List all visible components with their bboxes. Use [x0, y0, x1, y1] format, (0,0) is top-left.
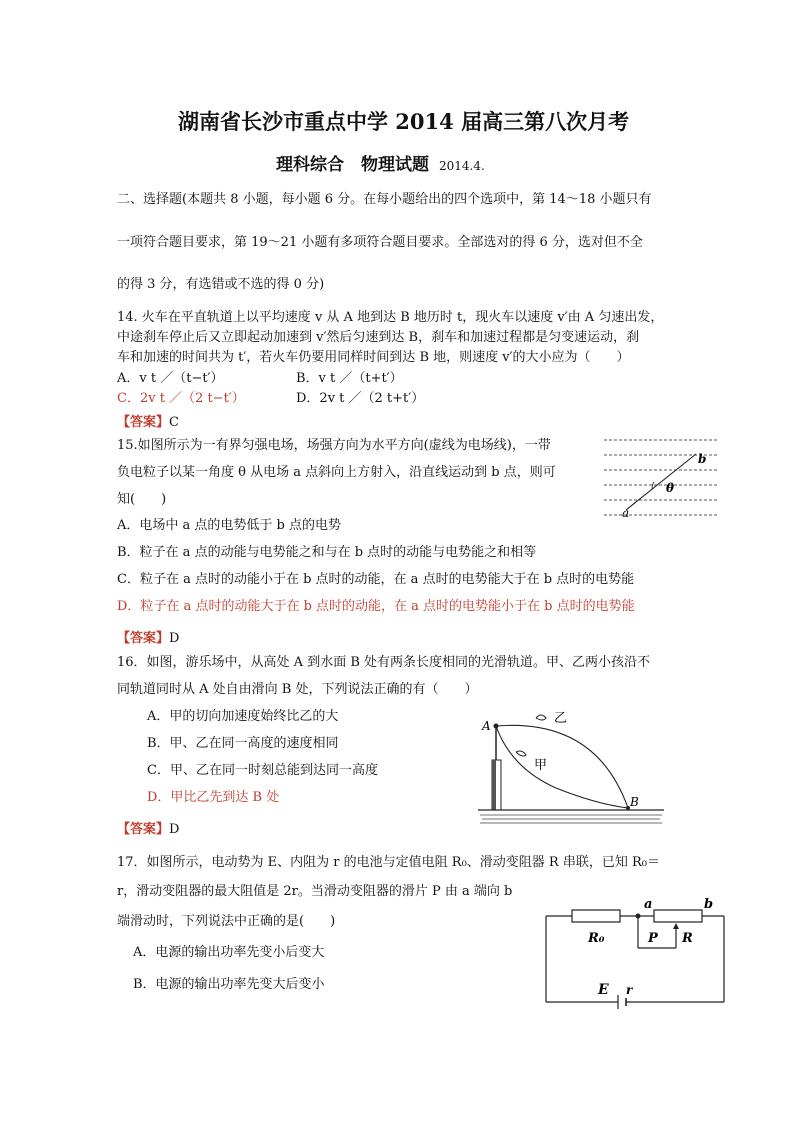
- point-b-label: b: [698, 452, 707, 466]
- section-line-3: 的得 3 分，有选错或不选的得 0 分): [117, 277, 325, 292]
- q15-option-a: A．电场中 a 点的电势低于 b 点的电势: [117, 518, 341, 533]
- particle-path: [626, 454, 696, 510]
- q17-option-b: B．电源的输出功率先变大后变小: [133, 977, 325, 992]
- q15-line-1: 15.如图所示为一有界匀强电场，场强方向为水平方向(虚线为电场线)，一带: [117, 438, 551, 453]
- answer-label: 【答案】: [117, 631, 170, 646]
- label-e: E: [598, 982, 609, 998]
- q15-line-2: 负电粒子以某一角度 θ 从电场 a 点斜向上方射入，沿直线运动到 b 点，则可: [117, 465, 556, 480]
- label-a: a: [644, 897, 653, 912]
- child-yi-icon: [536, 715, 546, 720]
- page-title: 湖南省长沙市重点中学 2014 届高三第八次月考: [178, 109, 630, 134]
- q14-answer: [117, 411, 179, 430]
- q16-line-1: 16．如图，游乐场中，从高处 A 到水面 B 处有两条长度相同的光滑轨道。甲、乙两小孩沿不: [117, 655, 651, 670]
- answer-value: D: [169, 631, 180, 646]
- circuit-wires: [546, 916, 724, 1002]
- q17-line-2: r，滑动变阻器的最大阻值是 2r。当滑动变阻器的滑片 P 由 a 端向 b: [117, 884, 513, 899]
- water-lines: [480, 815, 662, 823]
- q17-option-a: A．电源的输出功率先变小后变大: [133, 945, 325, 960]
- exam-date: 2014.4.: [439, 159, 485, 173]
- resistor-r0: [572, 910, 620, 922]
- q16-answer: [117, 818, 179, 837]
- q16-option-a: A．甲的切向加速度始终比乙的大: [147, 709, 339, 724]
- q17-line-1: 17．如图所示，电动势为 E、内阻为 r 的电池与定值电阻 R₀、滑动变阻器 R 串联，已知 R₀＝: [117, 855, 660, 870]
- q14-line-3: 车和加速的时间共为 t′，若火车仍要用同样时间到达 B 地，则速度 v′的大小应为（ ）: [117, 350, 630, 365]
- q15-option-c: C．粒子在 a 点时的动能小于在 b 点时的动能，在 a 点时的电势能大于在 b 点时的电势能: [117, 572, 635, 587]
- jia-label: 甲: [534, 758, 548, 773]
- q14-line-1: 14. 火车在平直轨道上以平均速度 v 从 A 地到达 B 地历时 t，现火车以速度 v′由 A 匀速出发，: [117, 310, 664, 325]
- label-p: P: [648, 931, 658, 946]
- point-a-label: A: [482, 719, 491, 733]
- junction-a: [636, 914, 641, 919]
- tower-shade: [492, 760, 496, 810]
- label-r0: R₀: [588, 931, 605, 946]
- label-r: R: [682, 931, 693, 946]
- section-line-2: 一项符合题目要求，第 19～21 小题有多项符合题目要求。全部选对的得 6 分，选对但不全: [117, 235, 643, 250]
- page-subtitle: [276, 150, 485, 175]
- section-line-1: 二、选择题(本题共 8 小题，每小题 6 分。在每小题给出的四个选项中，第 14～18 小题只有: [117, 192, 652, 207]
- q14-option-b: B．v t ／（t+t′）: [296, 371, 403, 386]
- answer-label: 【答案】: [117, 415, 170, 430]
- q14-line-2: 中途刹车停止后又立即起动加速到 v′然后匀速到达 B，刹车和加速过程都是匀变速运动，刹: [117, 330, 640, 345]
- label-internal-r: r: [626, 983, 633, 997]
- q16-option-d: D．甲比乙先到达 B 处: [147, 790, 280, 805]
- yi-label: 乙: [554, 711, 568, 726]
- subtitle-text: 理科综合 物理试题: [276, 155, 429, 175]
- q16-option-b: B．甲、乙在同一高度的速度相同: [147, 736, 339, 751]
- answer-value: D: [169, 822, 180, 837]
- q14-option-d: D．2v t ／（2 t+t′）: [296, 391, 425, 406]
- q15-answer: [117, 627, 179, 646]
- q14-option-c: C．2v t ／（2 t−t′）: [117, 391, 245, 406]
- label-b: b: [704, 897, 714, 912]
- q17-line-3: 端滑动时，下列说法中正确的是( ): [117, 914, 336, 929]
- q15-option-d: D．粒子在 a 点时的动能大于在 b 点时的动能，在 a 点时的电势能小于在 b 点时的电势能: [117, 599, 635, 614]
- rheostat-r: [654, 910, 702, 922]
- theta-label: θ: [666, 481, 675, 495]
- answer-label: 【答案】: [117, 822, 170, 837]
- answer-value: C: [169, 415, 179, 430]
- q15-option-b: B．粒子在 a 点的动能与电势能之和与在 b 点时的动能与电势能之和相等: [117, 545, 537, 560]
- q14-option-a: A．v t ／（t−t′）: [117, 371, 224, 386]
- point-b-label: B: [630, 795, 639, 809]
- q15-line-3: 知( ): [117, 492, 167, 507]
- q16-line-2: 同轨道同时从 A 处自由滑向 B 处，下列说法正确的有（ ）: [117, 682, 478, 697]
- q15-electric-field-figure: [596, 434, 726, 520]
- q17-circuit-figure: [540, 892, 730, 1012]
- track-yi: [496, 725, 628, 808]
- point-a-label: a: [622, 506, 630, 520]
- q16-slide-figure: [476, 698, 666, 828]
- track-jia: [496, 726, 628, 808]
- slider-arrow: [673, 923, 679, 929]
- q16-option-c: C．甲、乙在同一时刻总能到达同一高度: [147, 763, 378, 778]
- child-jia-icon: [516, 751, 526, 756]
